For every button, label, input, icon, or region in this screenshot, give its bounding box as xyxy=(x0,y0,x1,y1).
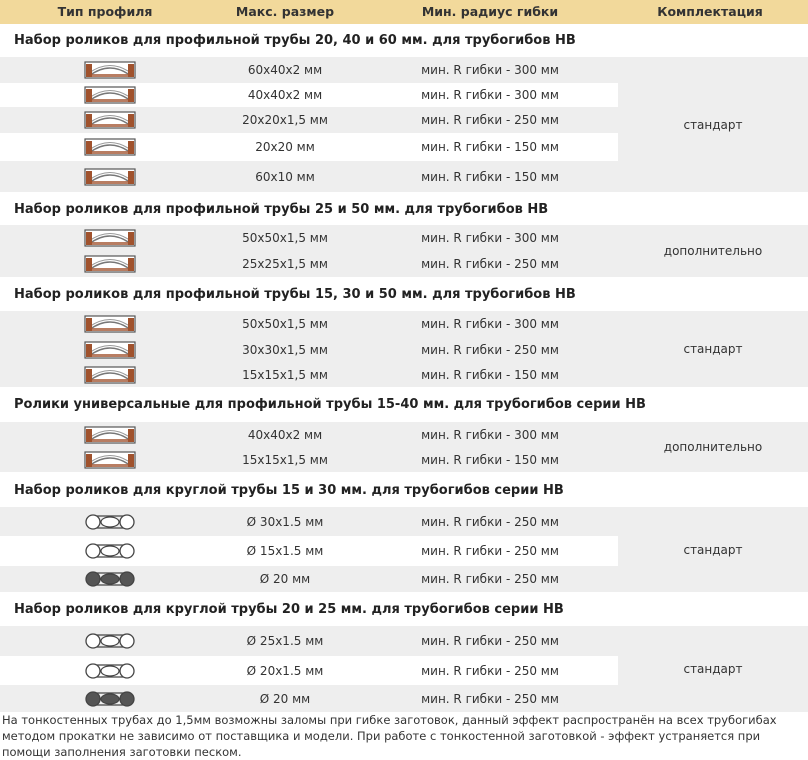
max-size-cell: Ø 20x1.5 мм xyxy=(246,663,324,678)
max-size-cell: 15x15x1,5 мм xyxy=(242,452,328,467)
max-size-cell: 40x40x2 мм xyxy=(247,427,323,442)
square-profile-roller-icon xyxy=(70,251,150,277)
round-rod-roller-icon xyxy=(70,685,150,712)
complect-cell: стандарт xyxy=(618,311,808,387)
square-profile-roller-icon xyxy=(70,107,150,133)
square-profile-roller-icon xyxy=(70,225,150,251)
table-row xyxy=(0,225,618,251)
table-row xyxy=(0,685,618,712)
square-profile-roller-icon xyxy=(70,337,150,362)
min-radius-cell: мин. R гибки - 300 мм xyxy=(421,63,559,77)
table-row xyxy=(0,422,618,447)
max-size-cell: Ø 15x1.5 мм xyxy=(246,544,324,558)
section-title: Ролики универсальные для профильной трубы 15-40 мм. для трубогибов серии НВ xyxy=(14,397,646,412)
max-size-cell: 60x40x2 мм xyxy=(247,63,323,77)
max-size-cell: 20x20 мм xyxy=(255,139,315,154)
table-header xyxy=(0,0,808,24)
header-complect: Комплектация xyxy=(657,4,763,19)
table-row xyxy=(0,337,618,362)
min-radius-cell: мин. R гибки - 250 мм xyxy=(421,514,559,529)
square-profile-roller-icon xyxy=(70,447,150,472)
min-radius-cell: мин. R гибки - 150 мм xyxy=(421,367,559,382)
complect-cell: стандарт xyxy=(618,626,808,712)
complect-cell: стандарт xyxy=(618,57,808,192)
max-size-cell: 50x50x1,5 мм xyxy=(242,317,328,331)
min-radius-cell: мин. R гибки - 250 мм xyxy=(421,691,559,706)
section-title: Набор роликов для профильной трубы 20, 40 и 60 мм. для трубогибов НВ xyxy=(14,33,576,48)
table-row xyxy=(0,566,618,592)
table-row xyxy=(0,161,618,192)
complect-cell: дополнительно xyxy=(618,225,808,277)
min-radius-cell: мин. R гибки - 150 мм xyxy=(421,169,559,184)
footnote: На тонкостенных трубах до 1,5мм возможны заломы при гибке заготовок, данный эффект распространён на всех трубогибах методом прокатки не зависимо от поставщика и модели. При работе с тонкостенной заготовкой - эффект устраняется при помощи заполнения заготовки песком. xyxy=(2,713,777,759)
max-size-cell: 30x30x1,5 мм xyxy=(242,342,328,357)
round-tube-roller-icon xyxy=(70,626,150,656)
min-radius-cell: мин. R гибки - 250 мм xyxy=(421,544,559,558)
table-row xyxy=(0,251,618,277)
section-title: Набор роликов для круглой трубы 20 и 25 мм. для трубогибов серии НВ xyxy=(14,602,564,617)
square-profile-roller-icon xyxy=(70,57,150,83)
min-radius-cell: мин. R гибки - 300 мм xyxy=(421,317,559,331)
table-row xyxy=(0,507,618,536)
max-size-cell: 40x40x2 мм xyxy=(247,88,323,102)
min-radius-cell: мин. R гибки - 150 мм xyxy=(421,139,559,154)
section-title: Набор роликов для профильной трубы 15, 30 и 50 мм. для трубогибов НВ xyxy=(14,287,576,302)
table-row xyxy=(0,57,618,83)
table-row xyxy=(0,447,618,472)
min-radius-cell: мин. R гибки - 300 мм xyxy=(421,427,559,442)
square-profile-roller-icon xyxy=(70,82,150,108)
round-tube-roller-icon xyxy=(70,656,150,685)
min-radius-cell: мин. R гибки - 250 мм xyxy=(421,572,559,586)
min-radius-cell: мин. R гибки - 250 мм xyxy=(421,634,559,648)
max-size-cell: 50x50x1,5 мм xyxy=(242,231,328,245)
table-row xyxy=(0,311,618,337)
square-profile-roller-icon xyxy=(70,422,150,447)
square-profile-roller-icon xyxy=(70,362,150,387)
max-size-cell: 60x10 мм xyxy=(255,169,315,184)
round-tube-roller-icon xyxy=(70,507,150,536)
round-rod-roller-icon xyxy=(70,566,150,592)
square-profile-roller-icon xyxy=(70,311,150,337)
max-size-cell: 25x25x1,5 мм xyxy=(242,257,328,271)
min-radius-cell: мин. R гибки - 300 мм xyxy=(421,88,559,102)
table-row xyxy=(0,536,618,566)
max-size-cell: Ø 25x1.5 мм xyxy=(246,634,324,648)
section-title: Набор роликов для круглой трубы 15 и 30 мм. для трубогибов серии НВ xyxy=(14,483,564,498)
min-radius-cell: мин. R гибки - 300 мм xyxy=(421,231,559,245)
table-row xyxy=(0,133,618,160)
table-row xyxy=(0,82,618,108)
min-radius-cell: мин. R гибки - 150 мм xyxy=(421,452,559,467)
square-profile-roller-icon xyxy=(70,133,150,160)
header-size: Макс. размер xyxy=(235,4,335,19)
complect-cell: стандарт xyxy=(618,507,808,592)
max-size-cell: Ø 20 мм xyxy=(259,691,311,706)
max-size-cell: Ø 30x1.5 мм xyxy=(246,514,324,529)
min-radius-cell: мин. R гибки - 250 мм xyxy=(421,663,559,678)
max-size-cell: Ø 20 мм xyxy=(259,572,311,586)
max-size-cell: 20x20x1,5 мм xyxy=(242,113,328,127)
table-row xyxy=(0,656,618,685)
round-tube-roller-icon xyxy=(70,536,150,566)
max-size-cell: 15x15x1,5 мм xyxy=(242,367,328,382)
min-radius-cell: мин. R гибки - 250 мм xyxy=(421,342,559,357)
complect-cell: дополнительно xyxy=(618,422,808,472)
table-row xyxy=(0,626,618,656)
min-radius-cell: мин. R гибки - 250 мм xyxy=(421,257,559,271)
header-profile: Тип профиля xyxy=(57,4,153,19)
table-row xyxy=(0,107,618,133)
square-profile-roller-icon xyxy=(70,161,150,192)
section-title: Набор роликов для профильной трубы 25 и 50 мм. для трубогибов НВ xyxy=(14,202,549,217)
table-row xyxy=(0,362,618,387)
header-radius: Мин. радиус гибки xyxy=(421,4,559,19)
min-radius-cell: мин. R гибки - 250 мм xyxy=(421,113,559,127)
